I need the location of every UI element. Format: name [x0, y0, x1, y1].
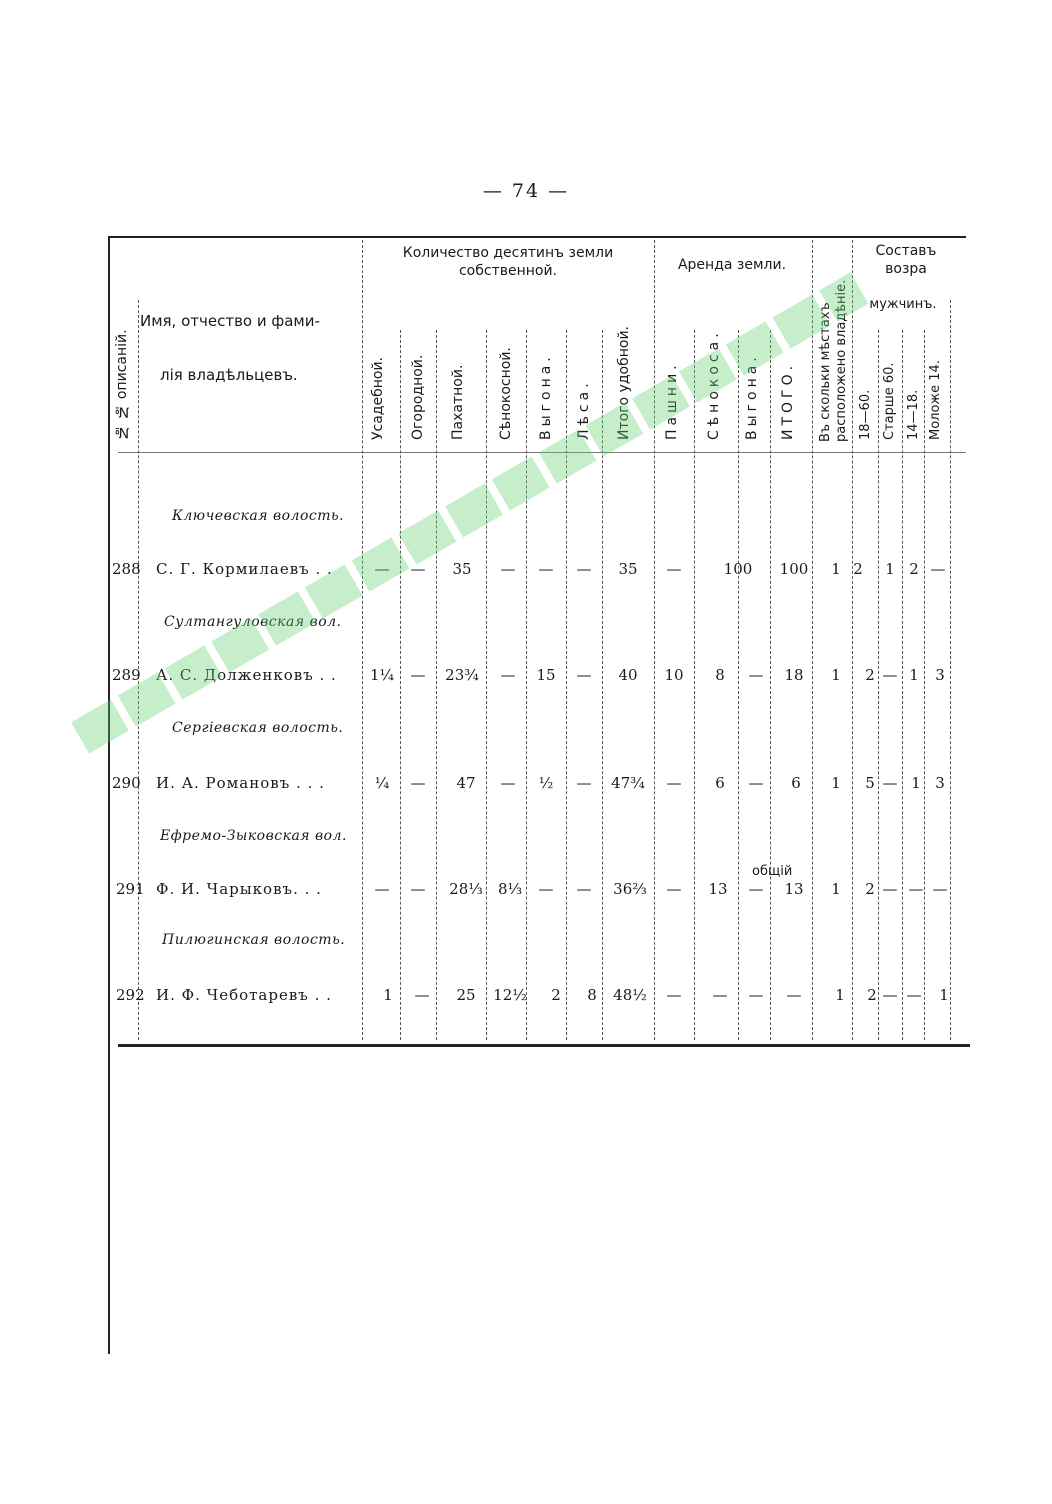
cell-usad: ¼: [374, 774, 390, 792]
cell-senokos: 12½: [493, 986, 527, 1004]
cell-les: —: [576, 880, 592, 898]
header-rent-pashni: Пашни.: [664, 361, 680, 440]
header-own-itogo: Итого удобной.: [616, 326, 632, 440]
cell-over60: —: [882, 880, 898, 898]
row-number: 289: [112, 666, 141, 684]
cell-les: 8: [587, 986, 597, 1004]
cell-ogorod: —: [410, 560, 426, 578]
cell-places: 1: [831, 774, 841, 792]
col-divider: [654, 240, 655, 1040]
cell-under14: —: [930, 560, 946, 578]
row-number: 290: [112, 774, 141, 792]
section-title: Султангуловская вол.: [164, 614, 342, 630]
cell-under14: 3: [935, 666, 945, 684]
cell-under14: 1: [939, 986, 949, 1004]
header-group-family: Составъ возра: [875, 243, 937, 277]
cell-under14: 3: [935, 774, 945, 792]
cell-senokos: 8⅓: [497, 880, 523, 898]
cell-18-60: 2: [853, 560, 863, 578]
cell-rent-senokos: —: [712, 986, 728, 1004]
cell-usad: —: [374, 880, 390, 898]
cell-rent-itogo: 18: [784, 666, 804, 684]
cell-over60: —: [882, 666, 898, 684]
cell-18-60: 2: [865, 666, 875, 684]
cell-over60: —: [882, 986, 898, 1004]
cell-usad: 1¼: [369, 666, 395, 684]
col-divider: [878, 330, 879, 1040]
owner-name: Ф. И. Чарыковъ. . .: [156, 880, 322, 898]
cell-rent-senokos: 13: [708, 880, 728, 898]
owner-name: И. Ф. Чеботаревъ . .: [156, 986, 332, 1004]
cell-14-18: 1: [909, 666, 919, 684]
header-rent-vygona: Выгона.: [744, 353, 760, 440]
row-number: 291: [116, 880, 145, 898]
cell-rent-itogo: 13: [784, 880, 804, 898]
col-divider: [852, 240, 853, 1040]
cell-rent-pashni: —: [666, 774, 682, 792]
cell-rent-vygon: —: [748, 986, 764, 1004]
header-own-usad: Усадебной.: [370, 356, 386, 440]
header-rent-senokosa: Сѣнокоса.: [706, 329, 722, 440]
table-bottom-border: [118, 1044, 970, 1047]
cell-rent-senokos: 6: [715, 774, 725, 792]
header-own-ogorod: Огородной.: [410, 354, 426, 440]
header-family-under14: Моложе 14.: [928, 360, 943, 440]
cell-rent-itogo: 6: [791, 774, 801, 792]
cell-over60: 1: [885, 560, 895, 578]
col-divider: [436, 330, 437, 1040]
cell-rent-vygon: 100: [723, 560, 753, 578]
cell-places: 1: [831, 560, 841, 578]
col-divider: [738, 330, 739, 1040]
cell-vygon: —: [538, 560, 554, 578]
section-title: Сергіевская волость.: [172, 720, 344, 736]
note-obshchiy: общій: [752, 864, 793, 879]
cell-itogo-own: 48½: [613, 986, 647, 1004]
col-divider: [694, 330, 695, 1040]
header-family-14-18: 14—18.: [906, 389, 921, 440]
col-divider: [486, 330, 487, 1040]
cell-ogorod: —: [410, 666, 426, 684]
cell-rent-itogo: 100: [779, 560, 809, 578]
cell-rent-vygon: —: [748, 880, 764, 898]
header-own-pakhat: Пахатной.: [450, 364, 466, 440]
row-number: 288: [112, 560, 141, 578]
cell-18-60: 2: [865, 880, 875, 898]
owner-name: И. А. Романовъ . . .: [156, 774, 325, 792]
cell-14-18: —: [906, 986, 922, 1004]
cell-usad: 1: [383, 986, 393, 1004]
cell-vygon: —: [538, 880, 554, 898]
cell-senokos: —: [500, 560, 516, 578]
header-own-senokos: Сѣнокосной.: [498, 347, 514, 440]
col-divider: [924, 330, 925, 1040]
header-family-over60: Старше 60.: [882, 362, 897, 440]
cell-rent-pashni: —: [666, 880, 682, 898]
header-col-name-line1: Имя, отчество и фами-: [140, 312, 320, 330]
cell-18-60: 5: [865, 774, 875, 792]
col-divider: [770, 330, 771, 1040]
left-page-rule: [108, 236, 110, 1354]
cell-pakhat: 25: [456, 986, 476, 1004]
header-rent-itogo: ИТОГО.: [780, 361, 796, 440]
cell-senokos: —: [500, 666, 516, 684]
cell-les: —: [576, 560, 592, 578]
cell-rent-senokos: 8: [715, 666, 725, 684]
header-own-vygon: Выгона.: [538, 353, 554, 440]
header-col-name-line2: лія владѣльцевъ.: [160, 366, 298, 384]
cell-itogo-own: 47¾: [611, 774, 645, 792]
cell-ogorod: —: [414, 986, 430, 1004]
col-divider: [400, 330, 401, 1040]
cell-places: 1: [831, 666, 841, 684]
cell-places: 1: [835, 986, 845, 1004]
col-divider: [526, 330, 527, 1040]
cell-over60: —: [882, 774, 898, 792]
cell-vygon: 15: [536, 666, 556, 684]
cell-pakhat: 47: [456, 774, 476, 792]
header-family-18-60: 18—60.: [858, 389, 873, 440]
owner-name: А. С. Долженковъ . .: [156, 666, 337, 684]
header-col-number: № № описаній.: [114, 329, 130, 440]
page-number: — 74 —: [482, 180, 570, 202]
section-title: Пилюгинская волость.: [162, 932, 346, 948]
header-family-sub: мужчинъ.: [869, 297, 937, 312]
cell-pakhat: 28⅓: [449, 880, 483, 898]
cell-rent-vygon: —: [748, 774, 764, 792]
cell-rent-itogo: —: [786, 986, 802, 1004]
col-divider: [812, 240, 813, 1040]
cell-ogorod: —: [410, 774, 426, 792]
cell-itogo-own: 36⅔: [613, 880, 647, 898]
section-title: Ефремо-Зыковская вол.: [160, 828, 347, 844]
cell-vygon: ½: [538, 774, 554, 792]
cell-itogo-own: 40: [618, 666, 638, 684]
cell-ogorod: —: [410, 880, 426, 898]
header-col-places: Въ скольки мѣстахъ расположено владѣніе.: [818, 279, 849, 442]
cell-itogo-own: 35: [618, 560, 638, 578]
header-own-les: Лѣса.: [576, 379, 592, 440]
cell-rent-vygon: —: [748, 666, 764, 684]
cell-pakhat: 35: [452, 560, 472, 578]
cell-under14: —: [932, 880, 948, 898]
col-divider: [902, 330, 903, 1040]
cell-les: —: [576, 774, 592, 792]
header-group-rent: Аренда земли.: [677, 257, 787, 273]
cell-rent-pashni: —: [666, 560, 682, 578]
cell-senokos: —: [500, 774, 516, 792]
row-number: 292: [116, 986, 145, 1004]
header-group-own: Количество десятинъ земли собственной.: [402, 245, 614, 279]
cell-places: 1: [831, 880, 841, 898]
section-title: Ключевская волость.: [172, 508, 345, 524]
cell-14-18: —: [908, 880, 924, 898]
cell-pakhat: 23¾: [445, 666, 479, 684]
cell-vygon: 2: [551, 986, 561, 1004]
cell-usad: —: [374, 560, 390, 578]
cell-rent-pashni: —: [666, 986, 682, 1004]
owner-name: С. Г. Кормилаевъ . .: [156, 560, 333, 578]
cell-14-18: 2: [909, 560, 919, 578]
table-top-border: [108, 236, 966, 238]
cell-14-18: 1: [911, 774, 921, 792]
col-divider: [362, 240, 363, 1040]
cell-les: —: [576, 666, 592, 684]
cell-rent-pashni: 10: [664, 666, 684, 684]
cell-18-60: 2: [867, 986, 877, 1004]
